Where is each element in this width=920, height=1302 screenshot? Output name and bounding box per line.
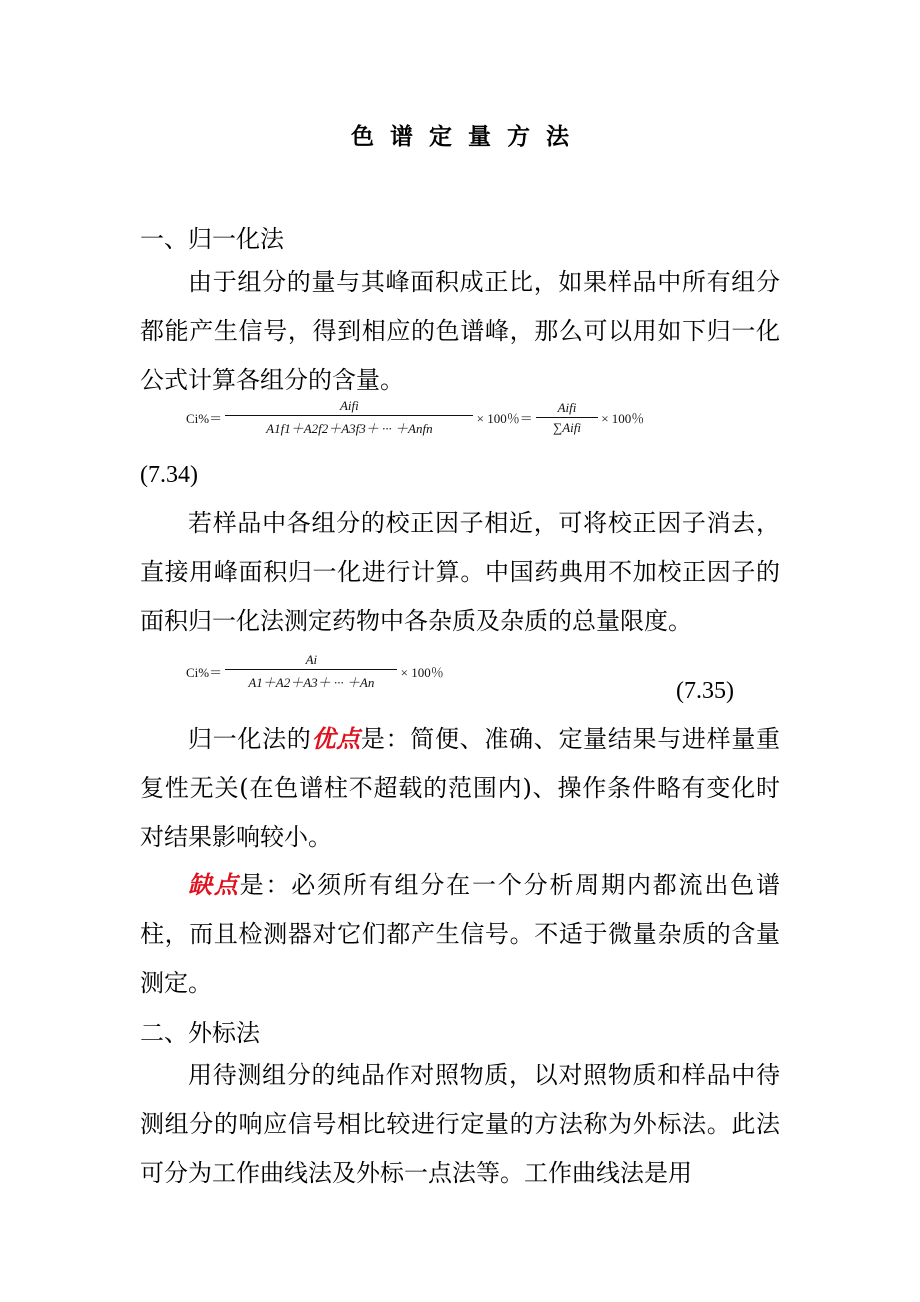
paragraph-normalization-intro: 由于组分的量与其峰面积成正比，如果样品中所有组分都能产生信号，得到相应的色谱峰，那么可以用如下归一化公式计算各组分的含量。 <box>140 268 780 394</box>
paragraph-advantages <box>140 714 780 862</box>
advantages-prefix: 归一化法的 <box>188 725 312 753</box>
fraction-numerator-area: Ai <box>305 652 318 667</box>
formula-times-100-eq: × 100％＝ <box>476 411 533 426</box>
formula-7-35 <box>186 652 444 691</box>
advantages-text: 是：简便、准确、定量结果与进样量重复性无关(在色谱柱不超载的范围内)、操作条件略有变化时对结果影响较小。 <box>140 725 781 851</box>
formula-lhs-2: Ci%＝ <box>186 665 223 680</box>
fraction-denominator-area: A1＋A2＋A3＋ ··· ＋An <box>225 669 397 691</box>
fraction-denominator: A1f1＋A2f2＋A3f3＋ ··· ＋Anfn <box>225 415 473 437</box>
fraction-full <box>225 398 473 437</box>
formula-times-100: × 100％ <box>601 411 645 426</box>
fraction-numerator-short: Aifi <box>557 399 577 415</box>
page-title: 色谱定量方法 <box>351 123 585 150</box>
formula-times-100-2: × 100％ <box>400 665 444 680</box>
disadvantages-emphasis: 缺点 <box>188 870 240 899</box>
fraction-numerator: Aifi <box>339 398 359 413</box>
formula-7-34 <box>186 398 644 437</box>
equation-number-7-34: (7.34) <box>140 462 198 488</box>
advantages-emphasis: 优点 <box>311 724 361 753</box>
section-heading-normalization: 一、归一化法 <box>140 225 284 253</box>
fraction-short <box>536 400 598 436</box>
fraction-area <box>225 652 397 691</box>
paragraph-correction-factor: 若样品中各组分的校正因子相近，可将校正因子消去，直接用峰面积归一化进行计算。中国药典用不加校正因子的面积归一化法测定药物中各杂质及杂质的总量限度。 <box>140 509 780 635</box>
paragraph-external-standard: 用待测组分的纯品作对照物质，以对照物质和样品中待测组分的响应信号相比较进行定量的方法称为外标法。此法可分为工作曲线法及外标一点法等。工作曲线法是用 <box>140 1061 780 1187</box>
section-heading-external-standard: 二、外标法 <box>140 1019 260 1047</box>
paragraph-disadvantages <box>140 860 780 1008</box>
equation-number-7-35: (7.35) <box>676 678 734 704</box>
fraction-denominator-sum: ∑Aifi <box>536 417 598 436</box>
formula-lhs: Ci%＝ <box>186 411 223 426</box>
disadvantages-text: 是：必须所有组分在一个分析周期内都流出色谱柱，而且检测器对它们都产生信号。不适于微量杂质的含量测定。 <box>140 871 781 997</box>
